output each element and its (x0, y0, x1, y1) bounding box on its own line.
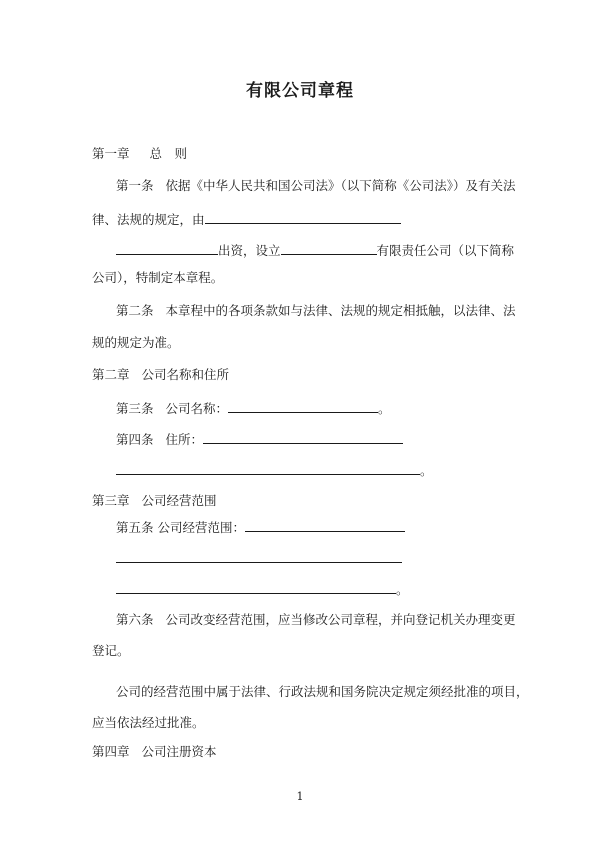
business-scope-field[interactable] (245, 518, 405, 532)
chapter-number: 第四章 (92, 744, 130, 759)
article-label: 第五条 (116, 520, 154, 535)
field-label: 公司名称： (165, 401, 229, 416)
business-scope-field-2[interactable] (116, 549, 402, 563)
field-end: 。 (396, 582, 409, 597)
article-4-line (116, 430, 403, 448)
article-5-line-3 (116, 580, 409, 598)
address-field[interactable] (203, 430, 403, 444)
document-title: 有限公司章程 (246, 81, 354, 101)
chapter-number: 第三章 (92, 493, 130, 508)
article-6-line-1 (116, 612, 516, 628)
scope-approval-line-1 (116, 684, 529, 700)
article-text: 有限责任公司（以下简称 (376, 243, 515, 258)
article-2-line-1 (116, 303, 516, 319)
article-text: 本章程中的各项条款如与法律、法规的规定相抵触，以法律、法 (165, 303, 516, 318)
field-end: 。 (378, 401, 391, 416)
chapter-4-heading (92, 744, 217, 760)
article-label: 第三条 (116, 401, 154, 416)
article-text: 登记。 (92, 643, 130, 658)
article-1-line-3 (116, 241, 514, 259)
chapter-1-heading (92, 146, 187, 162)
field-label: 住所： (165, 432, 204, 447)
chapter-number: 第一章 (92, 146, 130, 161)
chapter-3-heading (92, 493, 217, 509)
article-1-line-1 (116, 178, 516, 194)
chapter-title: 总 则 (149, 146, 188, 161)
article-1-line-2 (92, 210, 401, 228)
article-text: 公司），特制定本章程。 (92, 270, 224, 285)
field-label: 公司经营范围： (157, 520, 246, 535)
article-label: 第一条 (116, 178, 154, 193)
company-name-field[interactable] (228, 399, 378, 413)
article-text: 规的规定为准。 (92, 335, 180, 350)
company-name-blank[interactable] (281, 241, 377, 255)
article-label: 第六条 (116, 612, 154, 627)
paragraph-text: 公司的经营范围中属于法律、行政法规和国务院决定规定须经批准的项目， (116, 684, 529, 699)
article-text: 依据《中华人民共和国公司法》（以下简称《公司法》）及有关法 (165, 178, 516, 193)
chapter-title: 公司注册资本 (141, 744, 217, 759)
chapter-title: 公司名称和住所 (141, 367, 230, 382)
investor-name-blank[interactable] (205, 210, 401, 224)
article-label: 第四条 (116, 432, 154, 447)
chapter-number: 第二章 (92, 367, 130, 382)
article-5-line-2 (116, 549, 402, 567)
investor-blank-2[interactable] (116, 241, 218, 255)
article-4-line-2 (116, 461, 433, 479)
scope-approval-line-2 (92, 715, 205, 731)
article-2-line-2 (92, 335, 180, 351)
article-5-line (116, 518, 405, 536)
address-field-continued[interactable] (116, 461, 420, 475)
article-3-line (116, 399, 391, 417)
article-1-line-4 (92, 270, 223, 286)
article-text: 律、法规的规定，由 (92, 212, 205, 227)
chapter-title: 公司经营范围 (141, 493, 217, 508)
article-text: 公司改变经营范围，应当修改公司章程，并向登记机关办理变更 (165, 612, 516, 627)
article-text: 出资，设立 (218, 243, 281, 258)
article-label: 第二条 (116, 303, 154, 318)
page-number: 1 (296, 790, 304, 803)
business-scope-field-3[interactable] (116, 580, 396, 594)
field-end: 。 (420, 463, 433, 478)
paragraph-text: 应当依法经过批准。 (92, 715, 205, 730)
article-6-line-2 (92, 643, 130, 659)
chapter-2-heading (92, 367, 229, 383)
